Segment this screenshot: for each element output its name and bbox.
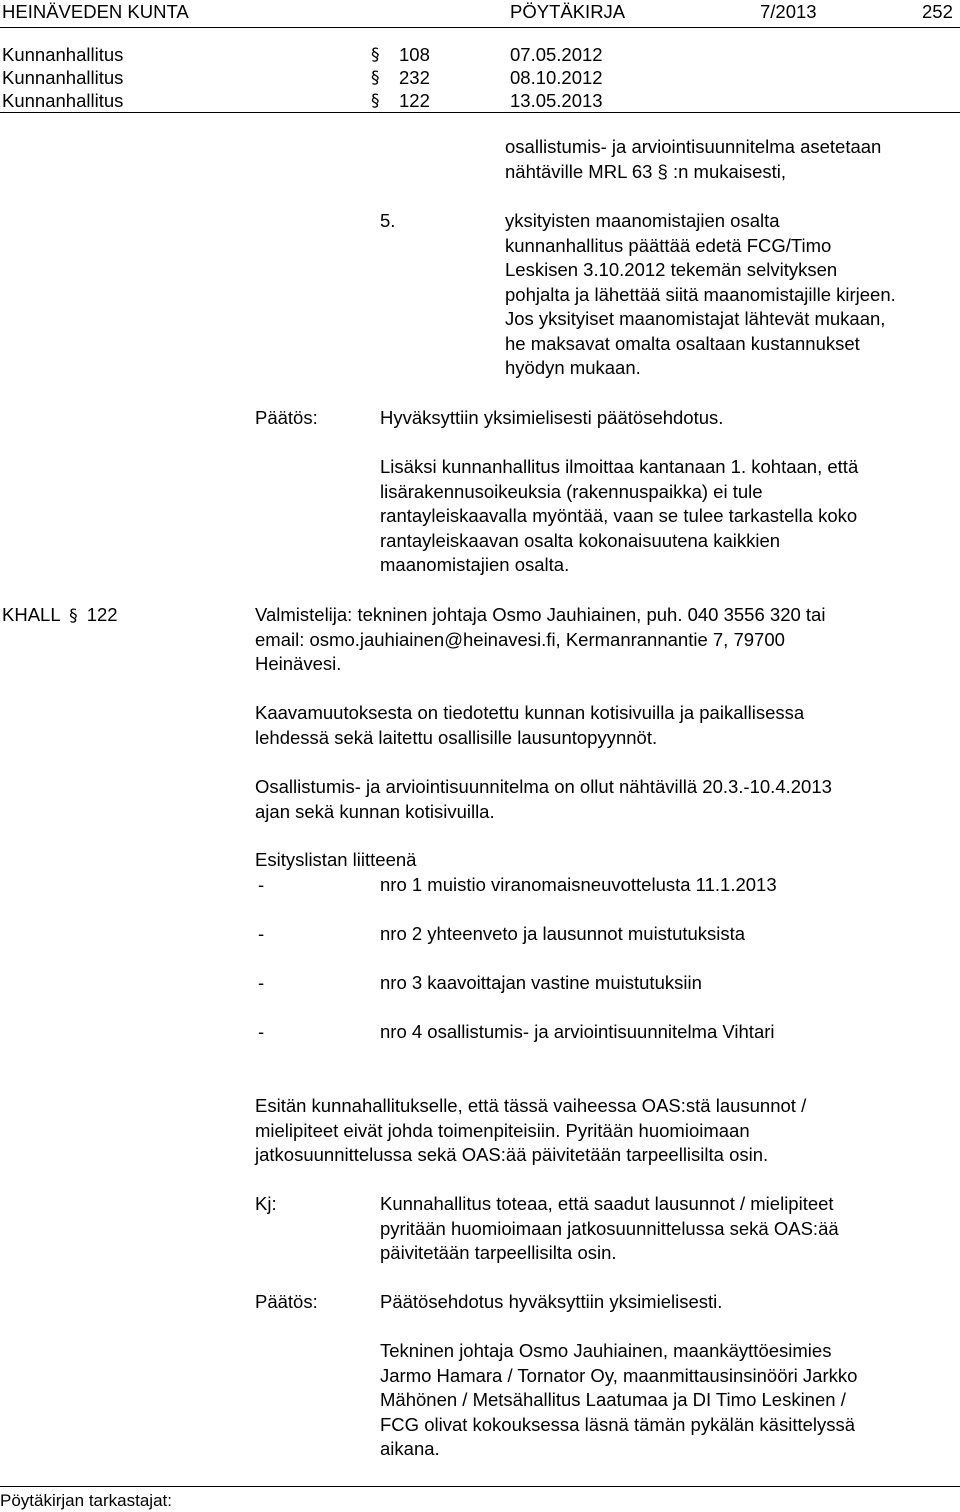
proposal-paragraph xyxy=(255,1094,806,1168)
section-symbol: § xyxy=(69,606,78,626)
references-rule xyxy=(0,112,960,113)
checkers-label: Pöytäkirjan tarkastajat: xyxy=(0,1491,172,1510)
text-line: Mähönen / Metsähallitus Laatumaa ja DI Timo Leskinen / xyxy=(380,1389,846,1410)
attachment-dash: - xyxy=(258,1021,265,1042)
notice-paragraph xyxy=(255,701,804,750)
text-line: Heinävesi. xyxy=(255,653,342,674)
reference-section: 232 xyxy=(399,67,430,88)
text-line: pohjalta ja lähettää siitä maanomistajille kirjeen. xyxy=(505,283,896,305)
khall-number: 122 xyxy=(86,604,118,625)
decision-label: Päätös: xyxy=(255,1291,318,1312)
attachment-dash: - xyxy=(258,923,265,944)
reference-date: 13.05.2013 xyxy=(510,90,603,111)
text-line: ajan sekä kunnan kotisivuilla. xyxy=(255,800,495,822)
document-type: PÖYTÄKIRJA xyxy=(510,1,626,22)
text-line: Tekninen johtaja Osmo Jauhiainen, maankäyttöesimies xyxy=(380,1340,832,1361)
text-line: rantayleiskaavan osalta kokonaisuutena kaikkien xyxy=(380,529,781,551)
khall-label xyxy=(2,603,118,629)
section-symbol: § xyxy=(371,68,380,88)
attendance-paragraph xyxy=(380,1339,857,1462)
reference-date: 08.10.2012 xyxy=(510,67,603,88)
attachment-item: nro 3 kaavoittajan vastine muistutuksiin xyxy=(380,972,702,993)
khall-name: KHALL xyxy=(2,604,60,625)
text-line: kunnanhallitus päättää edetä FCG/Timo xyxy=(505,234,832,256)
text-line: lehdessä sekä laitettu osallisille lausuntopyynnöt. xyxy=(255,726,658,748)
text-line: Osallistumis- ja arviointisuunnitelma on ollut nähtävillä 20.3.-10.4.2013 xyxy=(255,776,832,797)
text-line: Kaavamuutoksesta on tiedotettu kunnan kotisivuilla ja paikallisessa xyxy=(255,702,805,723)
decision-text: Hyväksyttiin yksimielisesti päätösehdotus. xyxy=(380,407,724,428)
text-line: email: osmo.jauhiainen@heinavesi.fi, Kermanrannantie 7, 79700 xyxy=(255,628,785,650)
reference-body: Kunnanhallitus xyxy=(2,44,124,65)
reference-body: Kunnanhallitus xyxy=(2,90,124,111)
text-line: päivitetään tarpeellisilta osin. xyxy=(380,1242,617,1263)
intro-paragraph xyxy=(505,135,881,184)
text-line: pyritään huomioimaan jatkosuunnittelussa sekä OAS:ää xyxy=(380,1217,839,1239)
kj-label: Kj: xyxy=(255,1193,277,1214)
text-line: Jos yksityiset maanomistajat lähtevät mukaan, xyxy=(505,308,886,329)
text-line: Lisäksi kunnanhallitus ilmoittaa kantanaan 1. kohtaan, että xyxy=(380,456,859,477)
text-line: mielipiteet eivät johda toimenpiteisiin. Pyritään huomioimaan xyxy=(255,1119,750,1141)
attachment-item: nro 1 muistio viranomaisneuvottelusta 11.1.2013 xyxy=(380,874,777,895)
reference-section: 122 xyxy=(399,90,430,111)
text-line: yksityisten maanomistajien osalta xyxy=(505,210,780,231)
attachments-title: Esityslistan liitteenä xyxy=(255,849,417,870)
text-line: he maksavat omalta osaltaan kustannukset xyxy=(505,332,860,354)
reference-body: Kunnanhallitus xyxy=(2,67,124,88)
attachment-dash: - xyxy=(258,874,265,895)
text-line: Jarmo Hamara / Tornator Oy, maanmittausinsinööri Jarkko xyxy=(380,1364,858,1386)
kj-proposal xyxy=(380,1192,839,1266)
attachment-dash: - xyxy=(258,972,265,993)
attachment-item: nro 4 osallistumis- ja arviointisuunnitelma Vihtari xyxy=(380,1021,775,1042)
section-symbol: § xyxy=(371,91,380,111)
text-line: maanomistajien osalta. xyxy=(380,554,570,575)
text-line: Valmistelija: tekninen johtaja Osmo Jauhiainen, puh. 040 3556 320 tai xyxy=(255,604,826,625)
text-line: osallistumis- ja arviointisuunnitelma asetetaan xyxy=(505,136,882,157)
preparer-paragraph xyxy=(255,603,825,677)
text-line: aikana. xyxy=(380,1438,440,1459)
text-line: lisärakennusoikeuksia (rakennuspaikka) ei tule xyxy=(380,480,763,502)
section-symbol: § xyxy=(371,45,380,65)
reference-section: 108 xyxy=(399,44,430,65)
header-rule xyxy=(0,27,960,28)
decision-label: Päätös: xyxy=(255,407,318,428)
text-line: hyödyn mukaan. xyxy=(505,357,641,378)
decision-text: Päätösehdotus hyväksyttiin yksimielisesti. xyxy=(380,1291,723,1312)
page-number: 252 xyxy=(922,1,953,22)
text-line: nähtäville MRL 63 § :n mukaisesti, xyxy=(505,160,787,182)
issue-number: 7/2013 xyxy=(760,1,817,22)
reference-date: 07.05.2012 xyxy=(510,44,603,65)
additional-statement xyxy=(380,455,858,578)
text-line: Leskisen 3.10.2012 tekemän selvityksen xyxy=(505,259,838,280)
item-number: 5. xyxy=(380,210,396,231)
text-line: FCG olivat kokouksessa läsnä tämän pykälän käsittelyssä xyxy=(380,1413,856,1435)
org-name: HEINÄVEDEN KUNTA xyxy=(2,1,189,22)
text-line: jatkosuunnittelussa sekä OAS:ää päivitetään tarpeellisilta osin. xyxy=(255,1144,769,1165)
availability-paragraph xyxy=(255,775,832,824)
attachment-item: nro 2 yhteenveto ja lausunnot muistutuksista xyxy=(380,923,746,944)
text-line: Esitän kunnahallitukselle, että tässä vaiheessa OAS:stä lausunnot / xyxy=(255,1095,807,1116)
footer-rule xyxy=(0,1486,960,1487)
text-line: Kunnahallitus toteaa, että saadut lausunnot / mielipiteet xyxy=(380,1193,834,1214)
text-line: rantayleiskaavalla myöntää, vaan se tulee tarkastella koko xyxy=(380,505,858,526)
item-5-text xyxy=(505,209,896,381)
